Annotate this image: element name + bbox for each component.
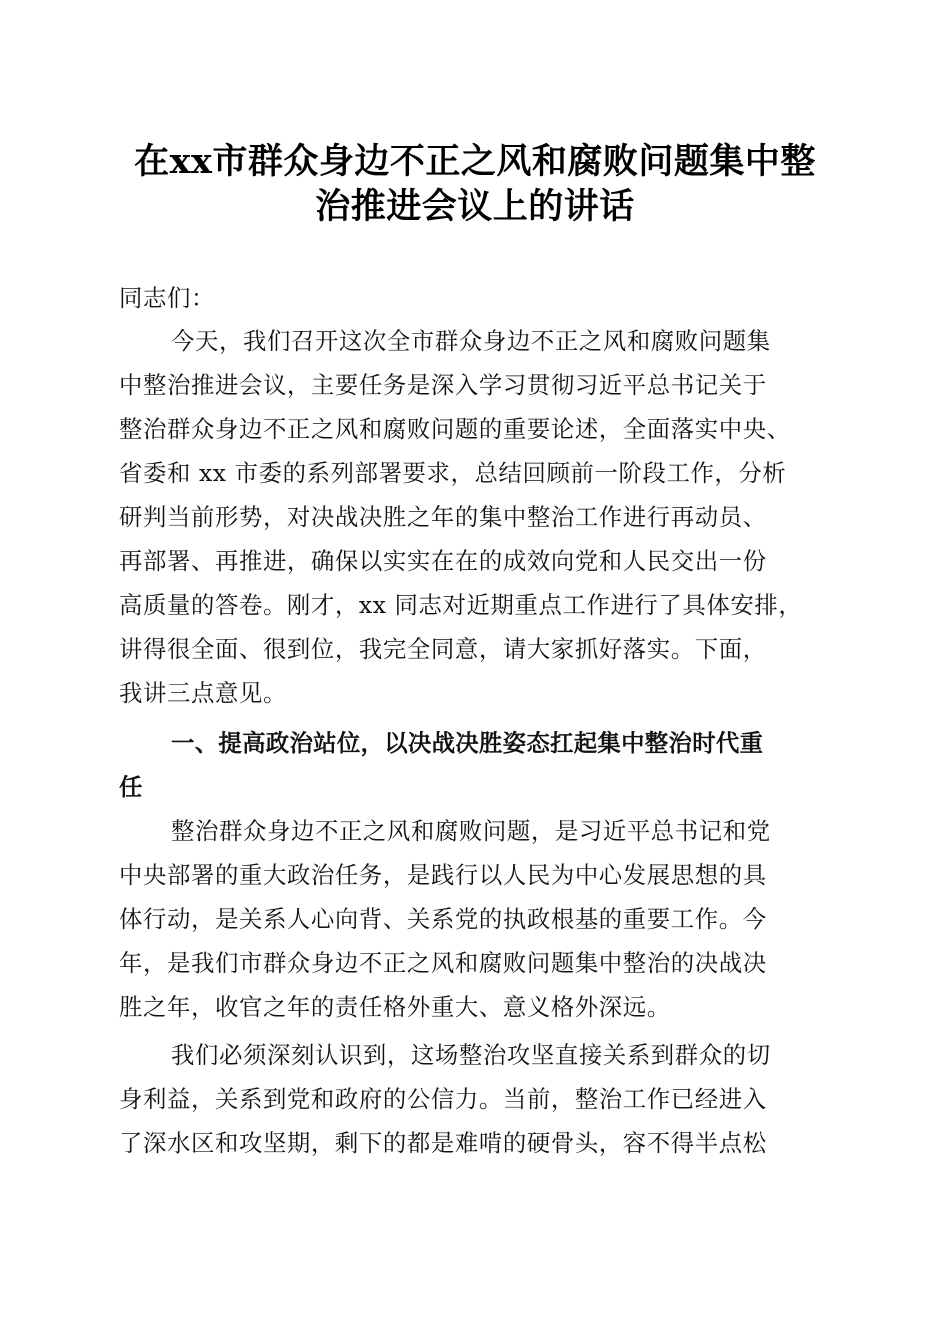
para1-line: 省委和 xx 市委的系列部署要求，总结回顾前一阶段工作，分析 xyxy=(119,459,787,487)
para1-line: 高质量的答卷。刚才，xx 同志对近期重点工作进行了具体安排， xyxy=(119,591,803,619)
para2-line: 胜之年，收官之年的责任格外重大、意义格外深远。 xyxy=(119,993,671,1021)
para1-line: 再部署、再推进，确保以实实在在的成效向党和人民交出一份 xyxy=(119,547,767,575)
para3-line: 身利益，关系到党和政府的公信力。当前，整治工作已经进入 xyxy=(119,1085,767,1113)
document-title-line-2: 治推进会议上的讲话 xyxy=(315,186,635,227)
para2-line: 中央部署的重大政治任务，是践行以人民为中心发展思想的具 xyxy=(119,861,767,889)
section-heading-1: 一、提高政治站位，以决战决胜姿态扛起集中整治时代重 xyxy=(171,729,764,757)
para1-line: 整治群众身边不正之风和腐败问题的重要论述，全面落实中央、 xyxy=(119,415,791,443)
section-heading-1-cont: 任 xyxy=(119,773,143,801)
para3-line: 我们必须深刻认识到，这场整治攻坚直接关系到群众的切 xyxy=(171,1041,771,1069)
para2-line: 整治群众身边不正之风和腐败问题，是习近平总书记和党 xyxy=(171,817,771,845)
para1-line: 今天，我们召开这次全市群众身边不正之风和腐败问题集 xyxy=(171,327,771,355)
para2-line: 年，是我们市群众身边不正之风和腐败问题集中整治的决战决 xyxy=(119,949,767,977)
para2-line: 体行动，是关系人心向背、关系党的执政根基的重要工作。今 xyxy=(119,905,767,933)
salutation: 同志们： xyxy=(119,284,215,312)
para1-line: 我讲三点意见。 xyxy=(119,679,287,707)
para1-line: 中整治推进会议，主要任务是深入学习贯彻习近平总书记关于 xyxy=(119,371,767,399)
para1-line: 讲得很全面、很到位，我完全同意，请大家抓好落实。下面， xyxy=(119,635,767,663)
para1-line: 研判当前形势，对决战决胜之年的集中整治工作进行再动员、 xyxy=(119,503,767,531)
document-title-line-1: 在xx市群众身边不正之风和腐败问题集中整 xyxy=(134,141,816,182)
para3-line: 了深水区和攻坚期，剩下的都是难啃的硬骨头，容不得半点松 xyxy=(119,1129,767,1157)
